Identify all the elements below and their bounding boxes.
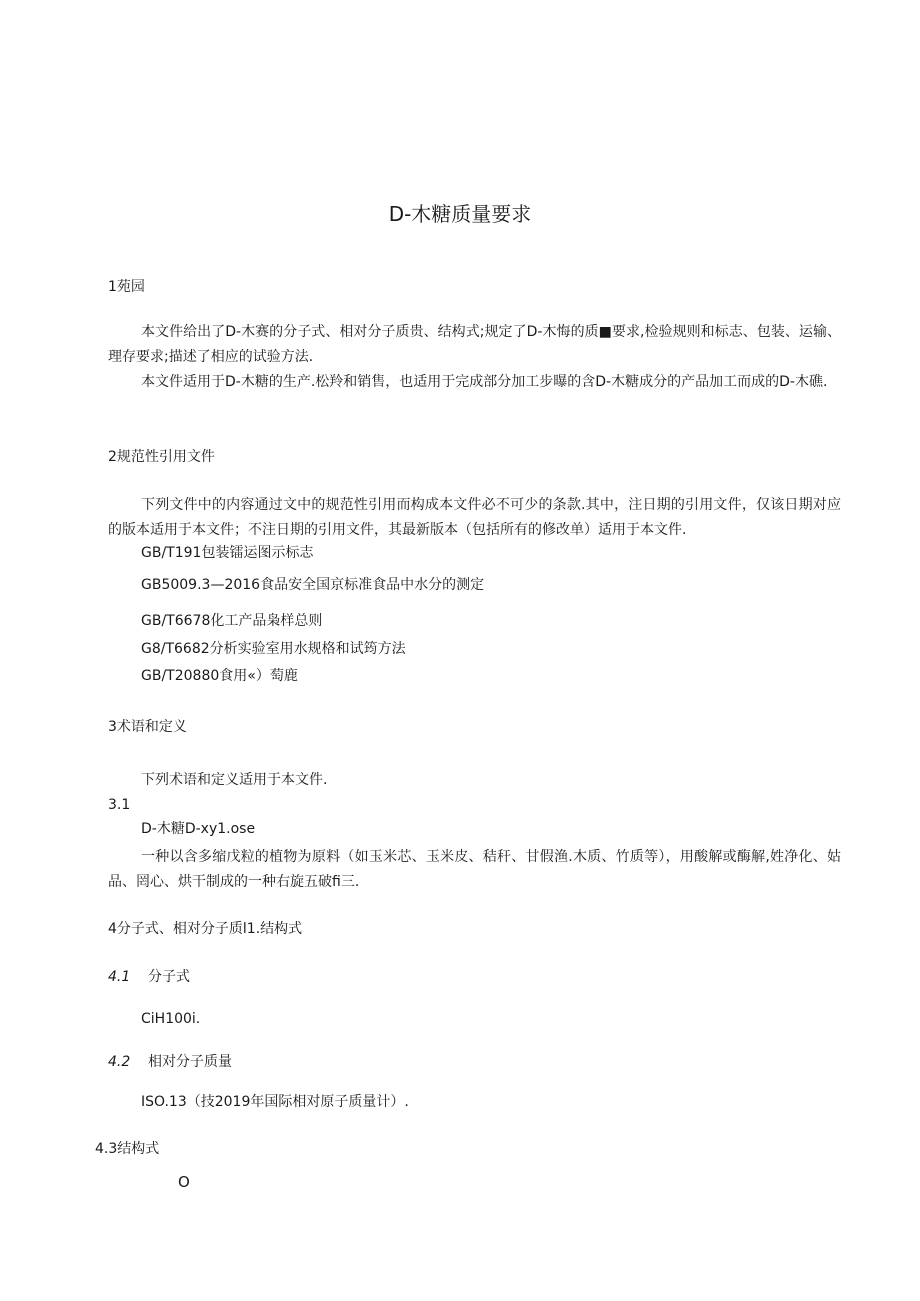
molecular-formula: CiH100i. [141, 1011, 201, 1027]
subsection-4-2-title: 相对分子质量 [148, 1054, 232, 1070]
subsection-4-3-heading: 4.3结构式 [95, 1141, 160, 1157]
subsection-4-1-number: 4.1 [108, 969, 131, 985]
section-2-paragraph: 下列文件中的内容通过文中的规范性引用而构成本文件必不可少的条款.其中，注日期的引用文件，仅该日期对应的版本适用于本文件；不注日期的引用文件，其最新版本（包括所有的修改单）适用于本文件. [108, 497, 841, 538]
reference-item: GB5009.3—2016食品安全国京标准食品中水分的测定 [141, 577, 485, 593]
subsection-4-2-number: 4.2 [108, 1054, 131, 1070]
section-3-heading: 3术语和定义 [108, 719, 187, 735]
term-name: D-木糖D-xy1.ose [141, 821, 256, 837]
molecular-mass: ISO.13（技2019年国际相对原子质量计）. [141, 1094, 409, 1110]
section-3-intro: 下列术语和定义适用于本文件. [141, 772, 328, 788]
subsection-4-1-title: 分子式 [148, 969, 190, 985]
section-1-paragraph-1: 本文件给出了D-木赛的分子式、相对分子质贵、结构式;规定了D-木悔的质■要求,检验规则和标志、包装、运输、理存要求;描述了相应的试验方法. [108, 324, 841, 365]
structure-label: O [178, 1173, 190, 1191]
term-number: 3.1 [108, 797, 131, 813]
page-title: D-木糖质量要求 [388, 202, 532, 226]
section-1-paragraph-2: 本文件适用于D-木糖的生产.松羚和销售，也适用于完成部分加工步曝的含D-木糖成分的产品加工而成的D-木礁. [141, 374, 828, 390]
term-definition: 一种以含多缩戊粒的植物为原料（如玉米芯、玉米皮、秸秆、甘假渔.木质、竹质等），用酸解或酶解,姓净化、姑品、罔心、烘干制成的一种右旋五破fi三. [108, 849, 841, 890]
reference-item: GB/T191包装镭运图示标志 [141, 545, 314, 561]
reference-item: GB/T20880食用«）萄鹿 [141, 668, 298, 684]
reference-item: GB/T6678化工产品枭样总则 [141, 613, 323, 629]
section-1-heading: 1苑园 [108, 279, 145, 295]
section-4-heading: 4分子式、相对分子质l1.结构式 [108, 921, 303, 937]
section-2-heading: 2规范性引用文件 [108, 449, 215, 465]
reference-item: G8/T6682分析实验室用水规格和试筠方法 [141, 641, 406, 657]
